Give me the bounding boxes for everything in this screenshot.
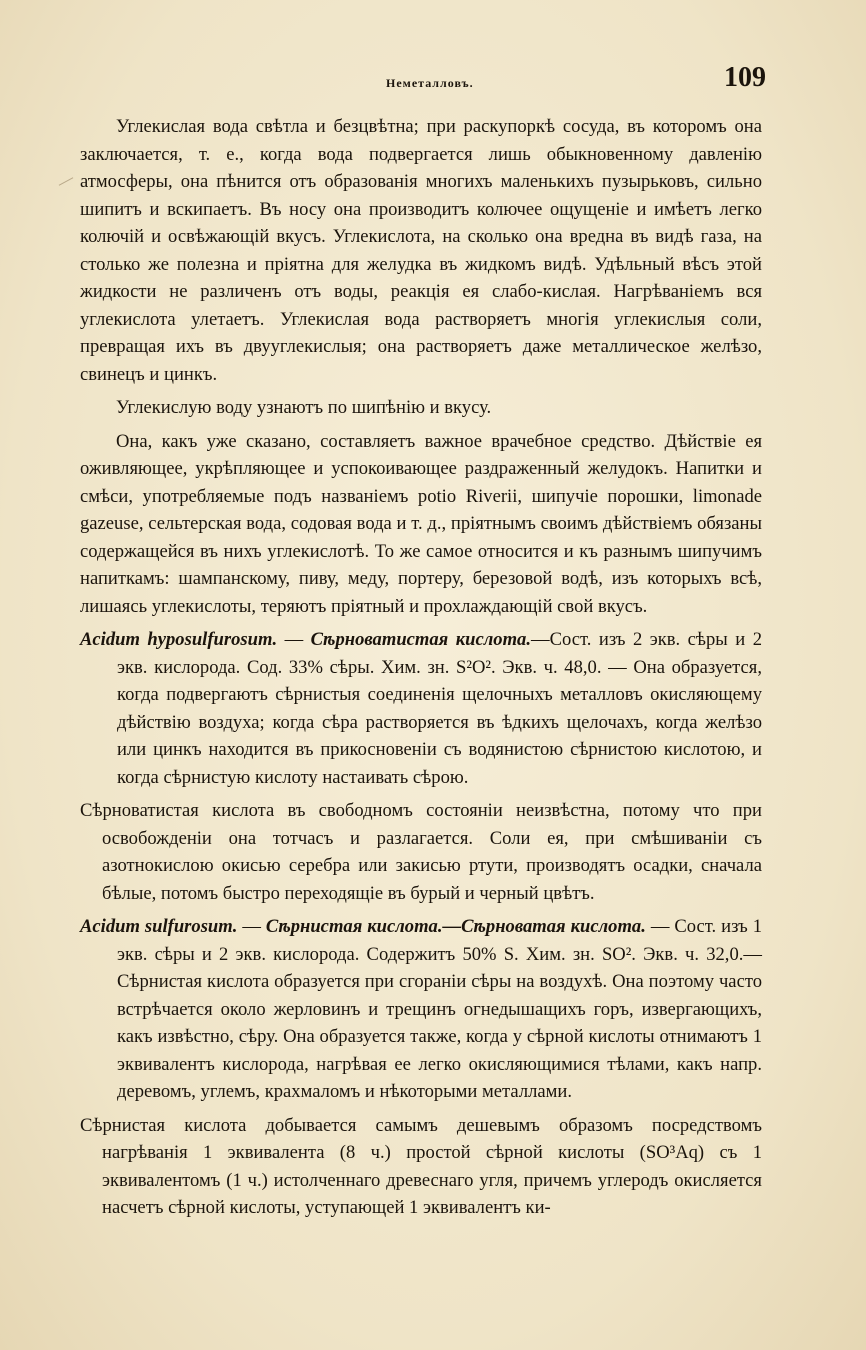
latin-name: Acidum sulfurosum. xyxy=(80,916,238,937)
paragraph-sulfurous-production: Сѣрнистая кислота добывается самымъ дешевымъ образомъ посредствомъ нагрѣванія 1 эквивалента (8 ч.) простой сѣрной кислоты (SO³Aq) съ 1 эквивалентомъ (1 ч.) истолченнаго древеснаго угля, причемъ углеродъ окисляется насчетъ сѣрной кислоты, уступающей 1 эквивалентъ ки- xyxy=(80,1114,762,1218)
page-body xyxy=(80,113,762,1222)
entry-dash: — xyxy=(237,916,266,937)
russian-name: Сѣрноватистая кислота. xyxy=(310,629,531,650)
entry-dash: — xyxy=(277,629,311,650)
entry-sulfurous-acid xyxy=(80,913,762,1106)
page-number: 109 xyxy=(724,62,766,93)
running-title: Неметалловъ. xyxy=(386,76,474,90)
margin-pencil-mark xyxy=(59,177,74,185)
paragraph-medicinal-use: Она, какъ уже сказано, составляетъ важное врачебное средство. Дѣйствіе ея оживляющее, укрѣпляющее и успокоивающее раздраженный желудокъ. Напитки и смѣси, употребляемые подъ названіемъ potio Riverii, шипучіе порошки, limonade gazeuse, сельтерская вода, содовая вода и т. д., пріятнымъ своимъ дѣйствіемъ обязаны содержащейся въ нихъ углекислотѣ. То же самое относится и къ разнымъ шипучимъ напиткамъ: шампанскому, пиву, меду, портеру, березовой водѣ, изъ которыхъ всѣ, лишаясь углекислоты, теряютъ пріятный и прохлаждающій свой вкусъ. xyxy=(80,430,762,617)
paragraph-hyposulfurous-properties: Сѣрноватистая кислота въ свободномъ состояніи неизвѣстна, потому что при освобожденіи она тотчасъ и разлагается. Соли ея, при смѣшиваніи съ азотнокислою окисью серебра или закисью ртути, производятъ осадки, сначала бѣлые, потомъ быстро переходящіе въ бурый и черный цвѣтъ. xyxy=(80,800,762,904)
entry-hyposulfurous-acid xyxy=(80,626,762,791)
russian-name: Сѣрнистая кислота.—Сѣрноватая кислота. xyxy=(265,916,646,937)
latin-name: Acidum hyposulfurosum. xyxy=(80,629,278,650)
paragraph-carbonated-water: Углекислая вода свѣтла и безцвѣтна; при раскупоркѣ сосуда, въ которомъ она заключается, т. е., когда вода подвергается лишь обыкновенному давленію атмосферы, она пѣнится отъ образованія многихъ маленькихъ пузырьковъ, сильно шипитъ и вскипаетъ. Въ носу она производитъ колючее ощущеніе и имѣетъ легко колючій и освѣжающій вкусъ. Углекислота, на сколько она вредна въ видѣ газа, на столько же полезна и пріятна для желудка въ жидкомъ видѣ. Удѣльный вѣсъ этой жидкости не различенъ отъ воды, реакція ея слабо-кислая. Нагрѣваніемъ вся углекислота улетаетъ. Углекислая вода растворяетъ многія углекислыя соли, превращая ихъ въ двууглекислыя; она растворяетъ даже металлическое желѣзо, свинецъ и цинкъ. xyxy=(80,116,762,385)
entry-text: — Сост. изъ 1 экв. сѣры и 2 экв. кислорода. Содержитъ 50% S. Хим. зн. SO². Экв. ч. 32,0.—Сѣрнистая кислота образуется при сгораніи сѣры на воздухѣ. Она поэтому часто встрѣчается около жерловинъ и трещинъ огнедышащихъ горъ, извергающихъ, какъ извѣстно, сѣру. Она образуется также, когда у сѣрной кислоты отнимаютъ 1 эквивалентъ кислорода, нагрѣвая ее легко окисляющимися тѣлами, какъ напр. деревомъ, углемъ, крахмаломъ и нѣкоторыми металлами. xyxy=(117,916,763,1102)
entry-text: —Сост. изъ 2 экв. сѣры и 2 экв. кислорода. Сод. 33% сѣры. Хим. зн. S²O². Экв. ч. 48,0. — Она образуется, когда подвергаютъ сѣрнистыя соединенія щелочныхъ металловъ окисляющему дѣйствію воздуха; когда сѣра растворяется въ ѣдкихъ щелочахъ, когда желѣзо или цинкъ находится въ прикосновеніи съ водянистою сѣрнистою кислотою, и когда сѣрнистую кислоту настаивать сѣрою. xyxy=(117,629,762,788)
paragraph-recognition: Углекислую воду узнаютъ по шипѣнію и вкусу. xyxy=(116,397,492,418)
